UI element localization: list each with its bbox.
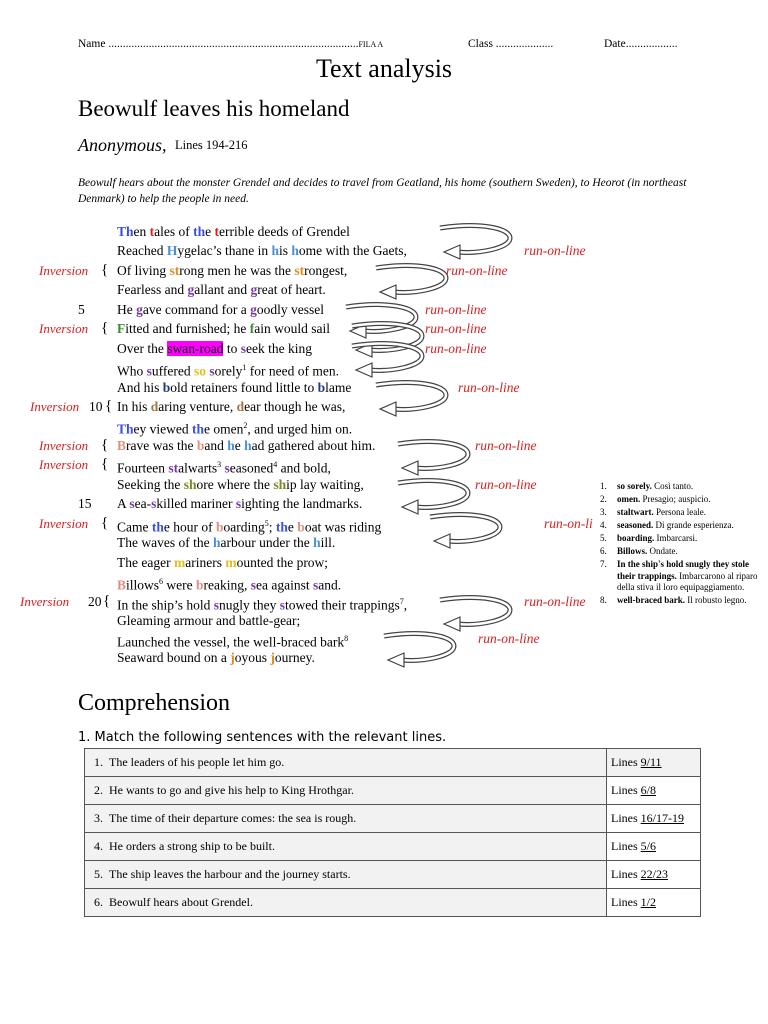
- poem-line-9: And his bold retainers found little to blame: [117, 380, 352, 395]
- run-on-label: run-on-line: [475, 438, 537, 453]
- row-text: He orders a strong ship to be built.: [105, 833, 607, 861]
- table-row: 4. He orders a strong ship to be built. Lines 5/6: [85, 833, 701, 861]
- inversion-label: Inversion: [39, 438, 89, 453]
- run-on-label: run-on-line: [524, 243, 586, 258]
- brace-icon: {: [101, 456, 109, 472]
- poem-line-6: Fitted and furnished; he fain would sail: [117, 321, 330, 336]
- brace-icon: {: [103, 593, 111, 609]
- fila-label: FILA A: [358, 40, 384, 49]
- poem-line-13: Fourteen stalwarts$^3$ seasoned$^4$ and bold,: [117, 460, 331, 476]
- table-row: 5. The ship leaves the harbour and the journey starts. Lines 22/23: [85, 861, 701, 889]
- poem-line-23: Seaward bound on a joyous journey.: [117, 650, 315, 665]
- line-number-10: 10: [89, 399, 103, 414]
- poem-line-10: In his daring venture, dear though he was,: [117, 399, 346, 414]
- run-on-label: run-on-li: [544, 516, 593, 531]
- run-on-label: run-on-line: [524, 594, 586, 609]
- table-row: 2. He wants to go and give his help to King Hrothgar. Lines 6/8: [85, 777, 701, 805]
- row-lines[interactable]: Lines 5/6: [607, 833, 701, 861]
- comprehension-heading: Comprehension: [78, 690, 230, 716]
- footnote: 8. well-braced bark. Il robusto legno.: [600, 595, 747, 605]
- inversion-label: Inversion: [30, 399, 80, 414]
- poem-line-14: Seeking the shore where the ship lay waiting,: [117, 477, 364, 492]
- brace-icon: {: [105, 398, 113, 414]
- footnote: 5. boarding. Imbarcarsi.: [600, 533, 698, 543]
- row-text: The leaders of his people let him go.: [105, 749, 607, 777]
- run-on-label: run-on-line: [446, 263, 508, 278]
- poem-line-3: Of living strong men he was the strongest,: [117, 263, 348, 278]
- poem-line-22: Launched the vessel, the well-braced bark$^8$: [117, 634, 349, 650]
- poem-line-11: They viewed the omen$^2$, and urged him on.: [117, 421, 353, 437]
- run-on-label: run-on-line: [478, 631, 540, 646]
- footnote: 7. In the ship's hold snugly they stole their trappings. Imbarcarono al riparo della stiva il loro equipaggiamento.: [600, 559, 758, 592]
- page-title: Text analysis: [315, 54, 453, 83]
- run-on-label: run-on-line: [458, 380, 520, 395]
- table-row: 3. The time of their departure comes: the sea is rough. Lines 16/17-19: [85, 805, 701, 833]
- brace-icon: {: [101, 515, 109, 531]
- row-text: Beowulf hears about Grendel.: [105, 889, 607, 917]
- subtitle: Beowulf leaves his homeland: [78, 96, 350, 121]
- inversion-label: Inversion: [39, 516, 89, 531]
- line-number-20: 20: [88, 594, 102, 609]
- line-number-15: 15: [78, 496, 92, 511]
- inversion-label: Inversion: [20, 594, 70, 609]
- name-label: Name .......................................................................................: [78, 38, 359, 50]
- date-field: Date..................: [604, 38, 678, 50]
- poem-line-17: The waves of the harbour under the hill.: [117, 535, 336, 550]
- run-on-label: run-on-line: [475, 477, 537, 492]
- inversion-label: Inversion: [39, 321, 89, 336]
- poem-line-5: He gave command for a goodly vessel: [117, 302, 324, 317]
- footnote: 4. seasoned. Di grande esperienza.: [600, 520, 734, 530]
- lines-reference: Lines 194-216: [175, 138, 248, 152]
- row-text: The time of their departure comes: the sea is rough.: [105, 805, 607, 833]
- row-lines[interactable]: Lines 9/11: [607, 749, 701, 777]
- run-on-label: run-on-line: [425, 321, 487, 336]
- poem-line-18: The eager mariners mounted the prow;: [117, 555, 329, 570]
- poem-line-7: Over the swan-road to seek the king: [117, 341, 312, 356]
- row-lines[interactable]: Lines 22/23: [607, 861, 701, 889]
- poem-line-19: Billows$^6$ were breaking, sea against sand.: [117, 577, 342, 593]
- footnote: 6. Billows. Ondate.: [600, 546, 678, 556]
- table-row: 1. The leaders of his people let him go. Lines 9/11: [85, 749, 701, 777]
- brace-icon: {: [101, 320, 109, 336]
- inversion-label: Inversion: [39, 457, 89, 472]
- brace-icon: {: [101, 437, 109, 453]
- row-lines[interactable]: Lines 1/2: [607, 889, 701, 917]
- poem-line-15: A sea-skilled mariner sighting the landmarks.: [117, 496, 363, 511]
- poem-line-20: In the ship’s hold snugly they stowed their trappings$^7$,: [117, 597, 408, 613]
- row-text: The ship leaves the harbour and the journey starts.: [105, 861, 607, 889]
- brace-icon: {: [101, 262, 109, 278]
- match-table: [84, 748, 701, 917]
- question-1: 1. Match the following sentences with the relevant lines.: [78, 730, 447, 745]
- poem-line-4: Fearless and gallant and great of heart.: [117, 282, 326, 297]
- poem-line-16: Came the hour of boarding$^5$; the boat was riding: [117, 519, 382, 535]
- row-lines[interactable]: Lines 16/17-19: [607, 805, 701, 833]
- author: Anonymous,: [78, 135, 167, 155]
- class-field: Class ....................: [468, 38, 554, 50]
- run-on-label: run-on-line: [425, 302, 487, 317]
- footnote: 3. staltwart. Persona leale.: [600, 507, 706, 517]
- run-on-label: run-on-line: [425, 341, 487, 356]
- row-lines[interactable]: Lines 6/8: [607, 777, 701, 805]
- poem-line-12: Brave was the band he had gathered about him.: [117, 438, 376, 453]
- poem-line-21: Gleaming armour and battle-gear;: [117, 613, 301, 628]
- footnote: 1. so sorely. Così tanto.: [600, 481, 694, 491]
- footnote: 2. omen. Presagio; auspicio.: [600, 494, 711, 504]
- footnotes: [600, 481, 765, 608]
- intro-text: Beowulf hears about the monster Grendel and decides to travel from Geatland, his home (southern Sweden), to Heorot (in northeast Denmark) to help the people in need.: [78, 177, 687, 205]
- line-number-5: 5: [78, 302, 85, 317]
- table-row: 6. Beowulf hears about Grendel. Lines 1/2: [85, 889, 701, 917]
- poem-line-2: Reached Hygelac’s thane in his home with the Gaets,: [117, 243, 407, 258]
- poem-line-8: Who suffered so sorely$^1$ for need of men.: [117, 363, 339, 379]
- inversion-label: Inversion: [39, 263, 89, 278]
- row-text: He wants to go and give his help to King Hrothgar.: [105, 777, 607, 805]
- poem-line-1: Then tales of the terrible deeds of Grendel: [117, 224, 350, 239]
